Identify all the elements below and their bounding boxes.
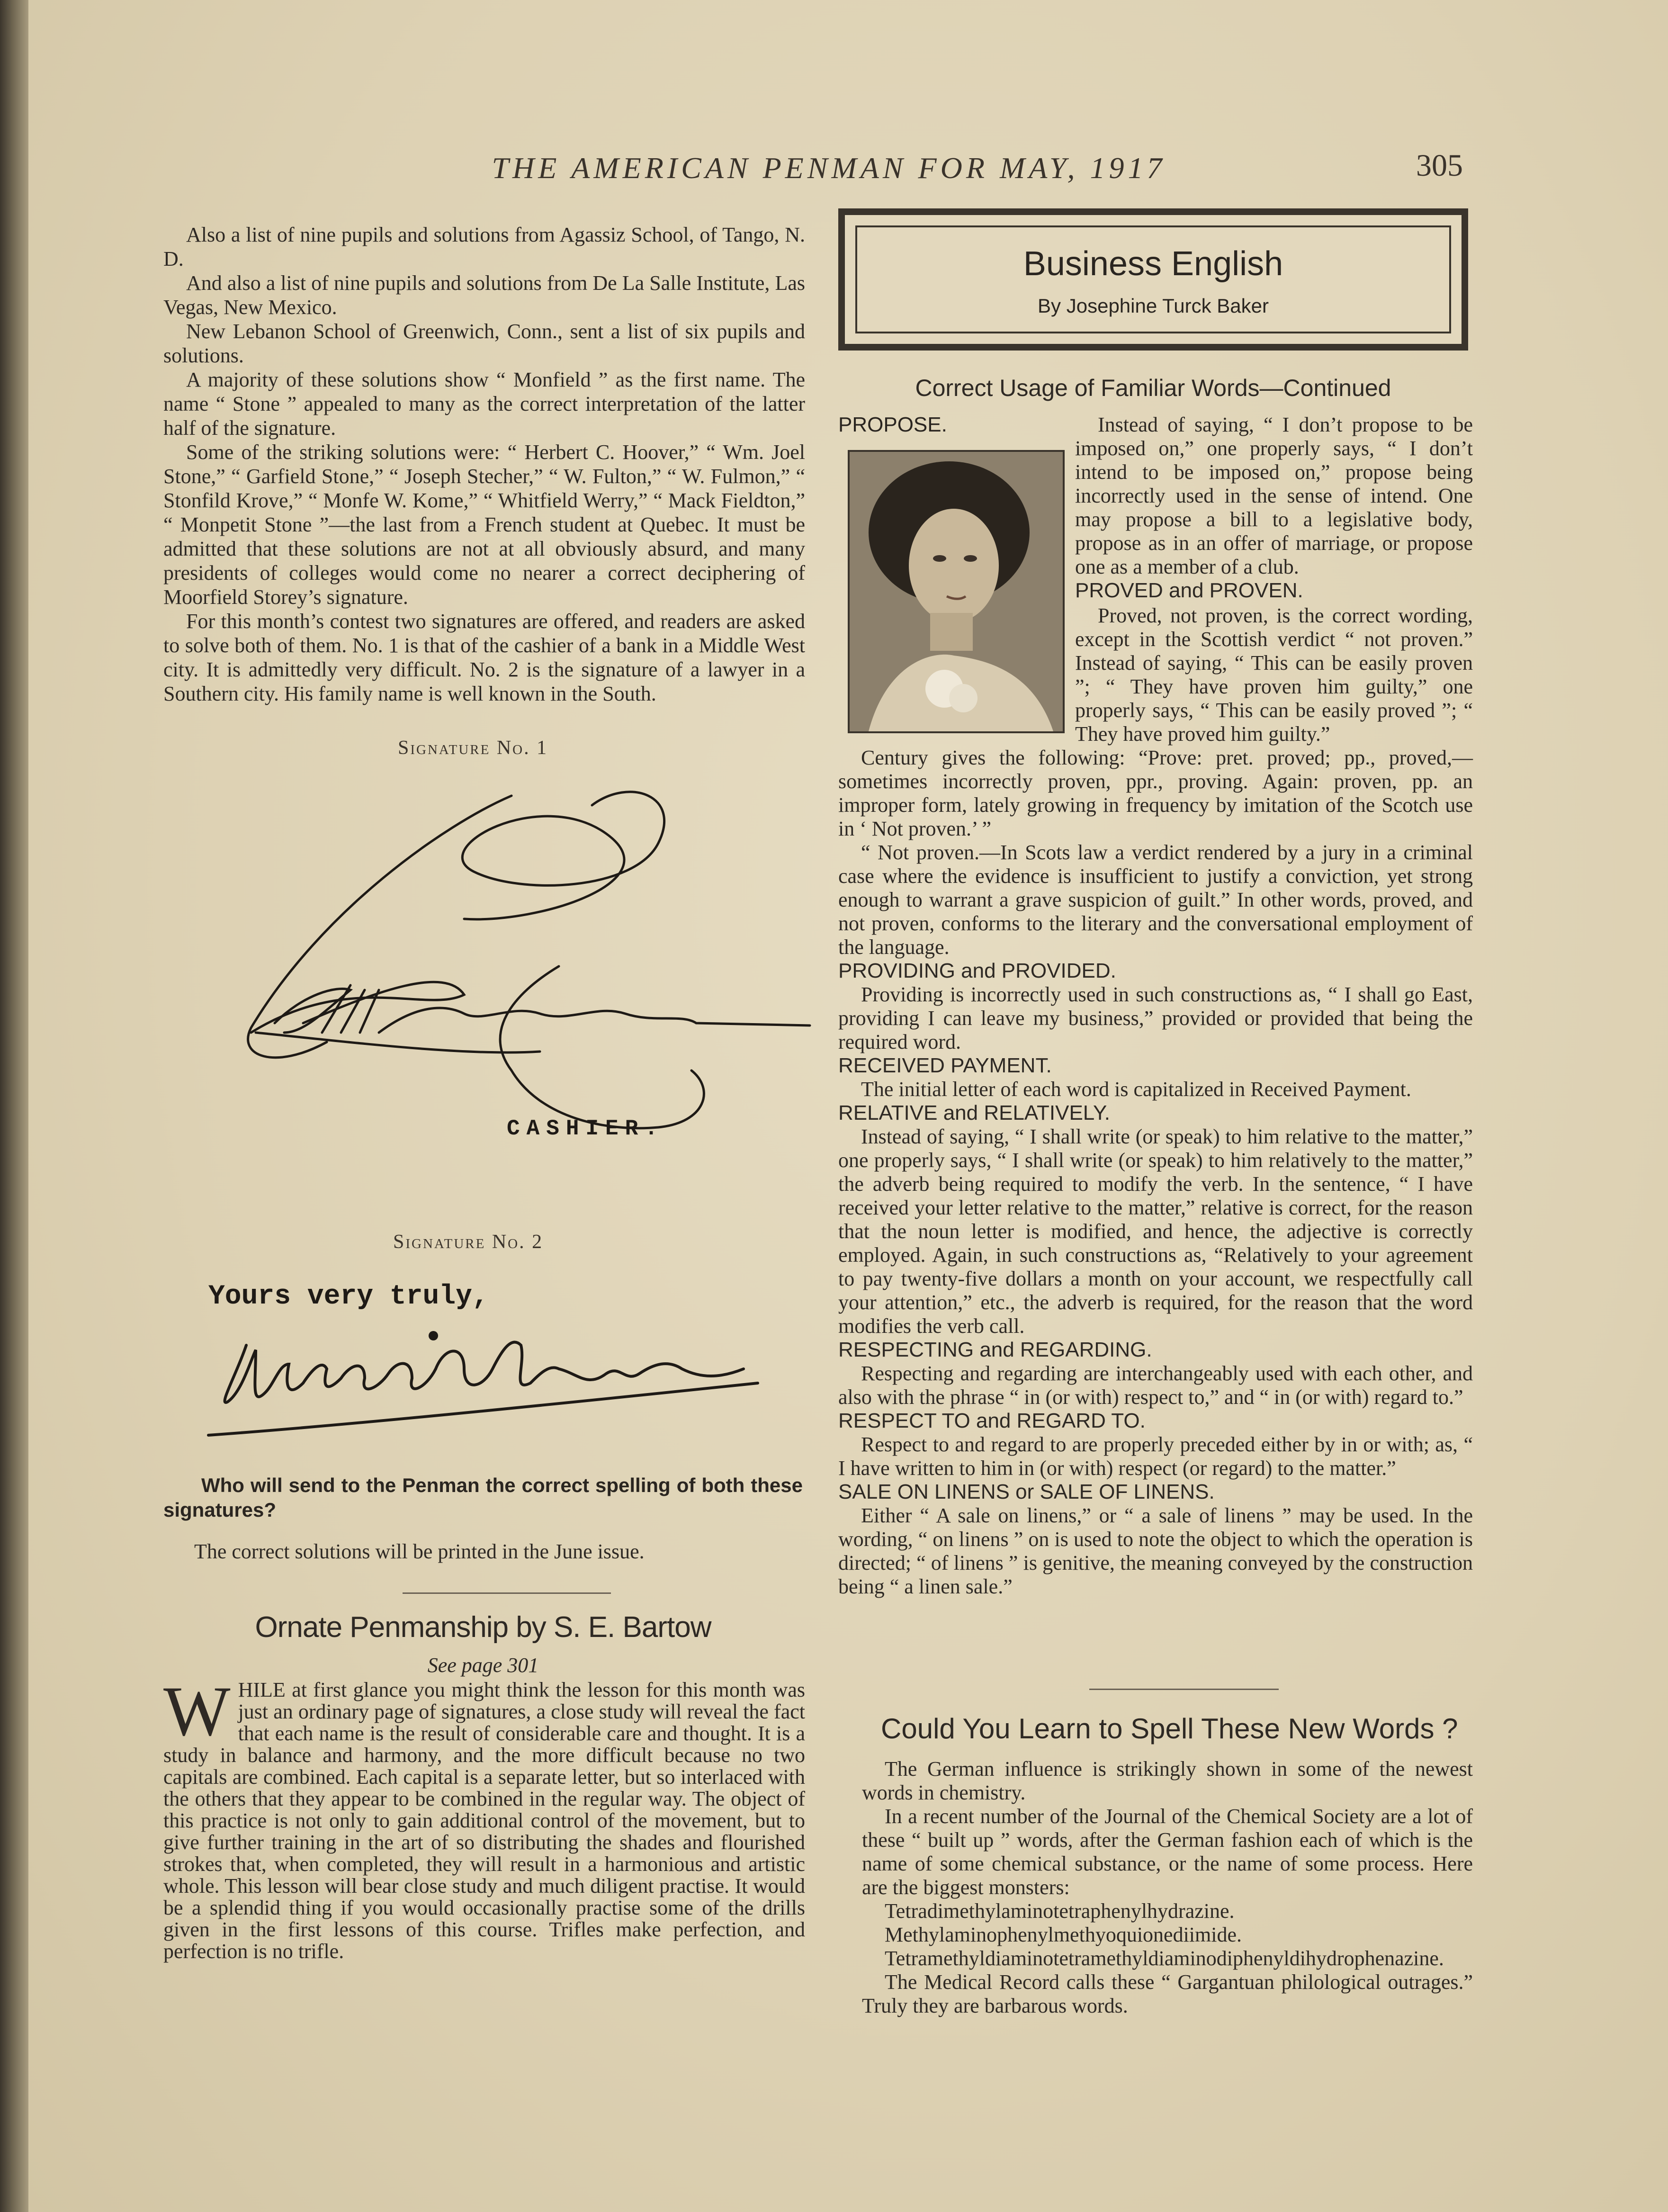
paragraph: Some of the striking solutions were: “ Herbert C. Hoover,” “ Wm. Joel Stone,” “ Garfield Stone,” “ Joseph Stecher,” “ W. Fulton,” “ W. Fulmon,” “ Stonfild Krove,” “ Monfe W. Kome,” “ Whitfield Werry,” “ Mack Fieldton,” “ Monpetit Stone ”—the last from a French student at Quebec. It must be admitted that these solutions are not at all obviously absurd, and many presidents of colleges would come no nearer a correct deciphering of Moorfield Storey’s signature.: [163, 441, 805, 609]
entry-providing: Providing is incorrectly used in such constructions as, “ I shall go East, providing I can leave my business,” provided or provided that being the required word.: [838, 983, 1473, 1053]
book-binding: [0, 0, 28, 2212]
drop-cap: W: [163, 1672, 231, 1751]
entry-term: SALE ON LINENS or SALE OF LINENS.: [838, 1480, 1215, 1503]
entry-term: RELATIVE and RELATIVELY.: [838, 1101, 1110, 1124]
signature2-image: [199, 1317, 767, 1449]
signature1-image: [180, 767, 819, 1194]
paragraph: A majority of these solutions show “ Monfield ” as the first name. The name “ Stone ” appealed to many as the correct interpretation of the latter half of the signature.: [163, 368, 805, 440]
entry-term: PROVED and PROVEN.: [1075, 579, 1303, 602]
entry-term: RESPECT TO and REGARD TO.: [838, 1409, 1146, 1432]
contest-question: Who will send to the Penman the correct spelling of both these signatures?: [163, 1474, 803, 1521]
business-english-banner: [838, 208, 1468, 351]
signature1-caption: Signature No. 1: [398, 737, 548, 759]
entry-proved: Proved, not proven, is the correct wording, except in the Scottish verdict “ not proven.” Instead of saying, “ This can be easily proven ”; “ They have proven him guilty,” one properly says, “ This can be easily proved ”; “ They have proved him guilty.”: [1075, 604, 1473, 746]
paragraph: The Medical Record calls these “ Gargantuan philological outrages.” Truly they are barbarous words.: [862, 1970, 1473, 2017]
entry-term: RESPECTING and REGARDING.: [838, 1338, 1152, 1361]
chemical-word: Methylaminophenylmethyoquionediimide.: [885, 1923, 1242, 1946]
entry-propose: Instead of saying, “ I don’t propose to be imposed on,” one properly says, “ I don’t intend to be imposed on,” propose being incorrectly used in the sense of intend. One may propose a bill to a legislative body, propose as in an offer of marriage, or propose one as a member of a club.: [1075, 413, 1473, 578]
entry-respect-to: Respect to and regard to are properly preceded either by in or with; as, “ I have written to him in (or with) respect (or regard) to the matter.”: [838, 1433, 1473, 1480]
contest-note: The correct solutions will be printed in the June issue.: [194, 1540, 645, 1563]
entry-received: The initial letter of each word is capitalized in Received Payment.: [861, 1078, 1411, 1101]
spell-section: [862, 1757, 1473, 2018]
ornate-see-page: See page 301: [427, 1654, 539, 1677]
banner-byline: By Josephine Turck Baker: [1038, 295, 1269, 317]
banner-title: Business English: [1023, 245, 1283, 283]
entries-block: [838, 604, 1473, 1599]
divider: [1089, 1689, 1279, 1690]
ornate-body: [163, 1672, 805, 1963]
ornate-text: HILE at first glance you might think the lesson for this month was just an ordinary page of signatures, a close study will reveal the fact that each name is the result of considerable care and thought. It is a study in balance and harmony, and the more difficult because no two capitals are combined. Each capital is a separate letter, but so interlaced with the others that they appear to be combined in the regular way. The object of this practice is not only to gain additional control of the movement, but to give further training in the art of so distributing the shades and flourished strokes that, when completed, they will result in a harmonious and artistic whole. This lesson will bear close study and much diligent practise. It would be a splendid thing if you would occasionally practise some of the drills given in the first lessons of this course. Trifles make perfection, and perfection is no trifle.: [163, 1678, 805, 1963]
paragraph: The German influence is strikingly shown in some of the newest words in chemistry.: [862, 1757, 1473, 1804]
entry-century: Century gives the following: “Prove: pret. proved; pp., proved,—sometimes incorrectly proven, ppr., proving. Again: proven, pp. an improper form, lately growing in frequency by imitation of the Scotch use in ‘ Not proven.’ ”: [838, 746, 1473, 840]
section-title: Correct Usage of Familiar Words—Continued: [915, 375, 1391, 401]
entry-relative: Instead of saying, “ I shall write (or speak) to him relative to the matter,” one properly says, “ I shall write (or speak) to him relatively to the matter,” the adverb being required to modify the verb. In the sentence, “ I have received your letter relative to the matter,” relative is correct, for the reason that the noun letter is modified, and hence, the adjective is correctly employed. Again, in such constructions as, “Relatively to your agreement to pay twenty-five dollars a month on your account, we respectfully call your attention,” etc., the adverb is required, for the reason that the word modifies the verb call.: [838, 1125, 1473, 1338]
running-title: THE AMERICAN PENMAN FOR MAY, 1917: [492, 151, 1166, 185]
intro-text: [163, 223, 805, 706]
ornate-title: Ornate Penmanship by S. E. Bartow: [255, 1611, 711, 1644]
paragraph: And also a list of nine pupils and solutions from De La Salle Institute, Las Vegas, New Mexico.: [163, 271, 805, 319]
paragraph: In a recent number of the Journal of the Chemical Society are a lot of these “ built up ” words, after the German fashion each of which is the name of some chemical substance, or the name of some process. Here are the biggest monsters:: [862, 1805, 1473, 1899]
divider: [403, 1592, 611, 1594]
entry-text: [1075, 413, 1473, 602]
entry-sale: Either “ A sale on linens,” or “ a sale of linens ” may be used. In the wording, “ on linens ” on is used to note the object to which the operation is directed; “ of linens ” is genitive, the meaning conveyed by the construction being “ a linen sale.”: [838, 1504, 1473, 1598]
paragraph: Also a list of nine pupils and solutions from Agassiz School, of Tango, N. D.: [163, 223, 805, 270]
chemical-word: Tetradimethylaminotetraphenylhydrazine.: [885, 1899, 1235, 1923]
entry-term: PROPOSE.: [838, 413, 947, 436]
page-number: 305: [1416, 148, 1463, 183]
entry-not-proven: “ Not proven.—In Scots law a verdict rendered by a jury in a criminal case where the evidence is insufficient to justify a conviction, yet strong enough to warrant a grave suspicion of guilt.” In other words, proved, and not proven, conforms to the literary and the conversational employment of the language.: [838, 841, 1473, 959]
signature1-label: CASHIER.: [507, 1116, 664, 1141]
spell-title: Could You Learn to Spell These New Words ?: [881, 1713, 1458, 1744]
paragraph: For this month’s contest two signatures are offered, and readers are asked to solve both of them. No. 1 is that of the cashier of a bank in a Middle West city. It is admittedly very difficult. No. 2 is the signature of a lawyer in a Southern city. His family name is well known in the South.: [163, 610, 805, 705]
entry-respecting: Respecting and regarding are interchangeably used with each other, and also with the phrase “ in (or with) respect to,” and “ in (or with) regard to.”: [838, 1362, 1473, 1409]
entry-term: PROVIDING and PROVIDED.: [838, 959, 1116, 982]
signature2-salutation: Yours very truly,: [208, 1281, 489, 1312]
entry-term: RECEIVED PAYMENT.: [838, 1054, 1052, 1077]
paragraph: New Lebanon School of Greenwich, Conn., sent a list of six pupils and solutions.: [163, 320, 805, 367]
signature2-caption: Signature No. 2: [393, 1231, 544, 1253]
chemical-word: Tetramethyldiaminotetramethyldiaminodiphenyldihydrophenazine.: [885, 1947, 1444, 1970]
